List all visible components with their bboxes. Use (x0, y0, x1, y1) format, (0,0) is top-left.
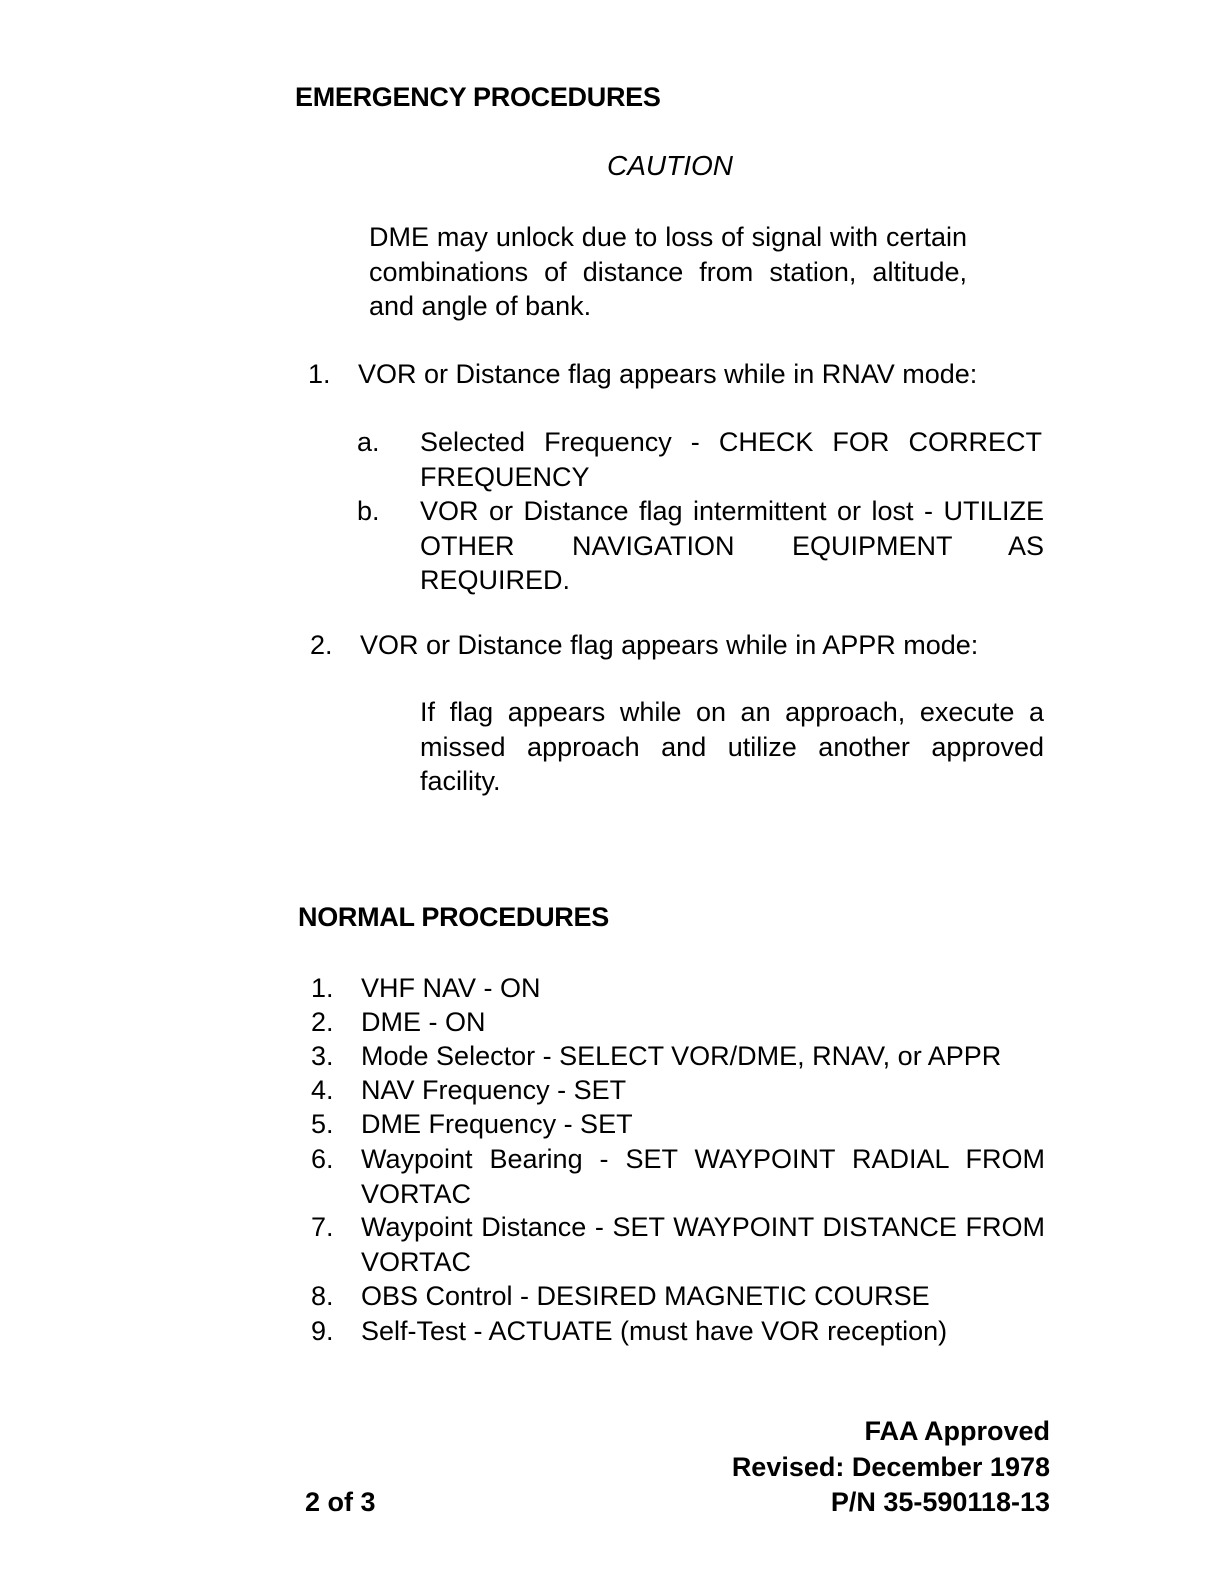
normal-item-text: DME - ON (361, 1007, 486, 1037)
normal-item-text: VHF NAV - ON (361, 973, 541, 1003)
emergency-subitem-text: Selected Frequency - CHECK FOR CORRECT FREQUENCY (420, 427, 1042, 492)
normal-item-text: NAV Frequency - SET (361, 1075, 627, 1105)
emergency-item-text: VOR or Distance flag appears while in RNAV mode: (358, 359, 978, 389)
normal-item-text: OBS Control - DESIRED MAGNETIC COURSE (361, 1281, 930, 1311)
normal-item-text: Waypoint Bearing - SET WAYPOINT RADIAL FROM VORTAC (361, 1144, 1045, 1209)
normal-item-number: 8. (311, 1281, 334, 1311)
normal-item-text: DME Frequency - SET (361, 1109, 633, 1139)
normal-item-number: 2. (311, 1007, 334, 1037)
normal-item-number: 7. (311, 1212, 334, 1242)
emergency-subitem-letter: b. (357, 496, 380, 526)
normal-item-text: Waypoint Distance - SET WAYPOINT DISTANCE FROM VORTAC (361, 1212, 1045, 1277)
revision-date: Revised: December 1978 (731, 1452, 1050, 1482)
emergency-item-number: 2. (310, 630, 333, 660)
caution-title: CAUTION (607, 150, 733, 181)
normal-item-number: 3. (311, 1041, 334, 1071)
emergency-procedures-heading: EMERGENCY PROCEDURES (295, 82, 661, 112)
normal-item-text: Mode Selector - SELECT VOR/DME, RNAV, or APPR (361, 1041, 1002, 1071)
emergency-subitem-letter: a. (357, 427, 380, 457)
normal-item-number: 5. (311, 1109, 334, 1139)
normal-item-number: 9. (311, 1316, 334, 1346)
part-number: P/N 35-590118-13 (830, 1487, 1050, 1517)
emergency-subitem-text: VOR or Distance flag intermittent or lost - UTILIZE OTHER NAVIGATION EQUIPMENT AS REQUIRED. (420, 496, 1044, 595)
normal-item-number: 6. (311, 1144, 334, 1174)
normal-procedures-heading: NORMAL PROCEDURES (298, 902, 609, 932)
normal-item-text: Self-Test - ACTUATE (must have VOR reception) (361, 1316, 948, 1346)
emergency-item-text: VOR or Distance flag appears while in APPR mode: (360, 630, 979, 660)
emergency-item-note: If flag appears while on an approach, execute a missed approach and utilize another approved facility. (420, 697, 1044, 796)
page-number: 2 of 3 (305, 1487, 376, 1517)
faa-approved-label: FAA Approved (864, 1416, 1050, 1446)
normal-item-number: 1. (311, 973, 334, 1003)
caution-text: DME may unlock due to loss of signal with certain combinations of distance from station, altitude, and angle of bank. (369, 222, 967, 321)
normal-item-number: 4. (311, 1075, 334, 1105)
emergency-item-number: 1. (308, 359, 331, 389)
